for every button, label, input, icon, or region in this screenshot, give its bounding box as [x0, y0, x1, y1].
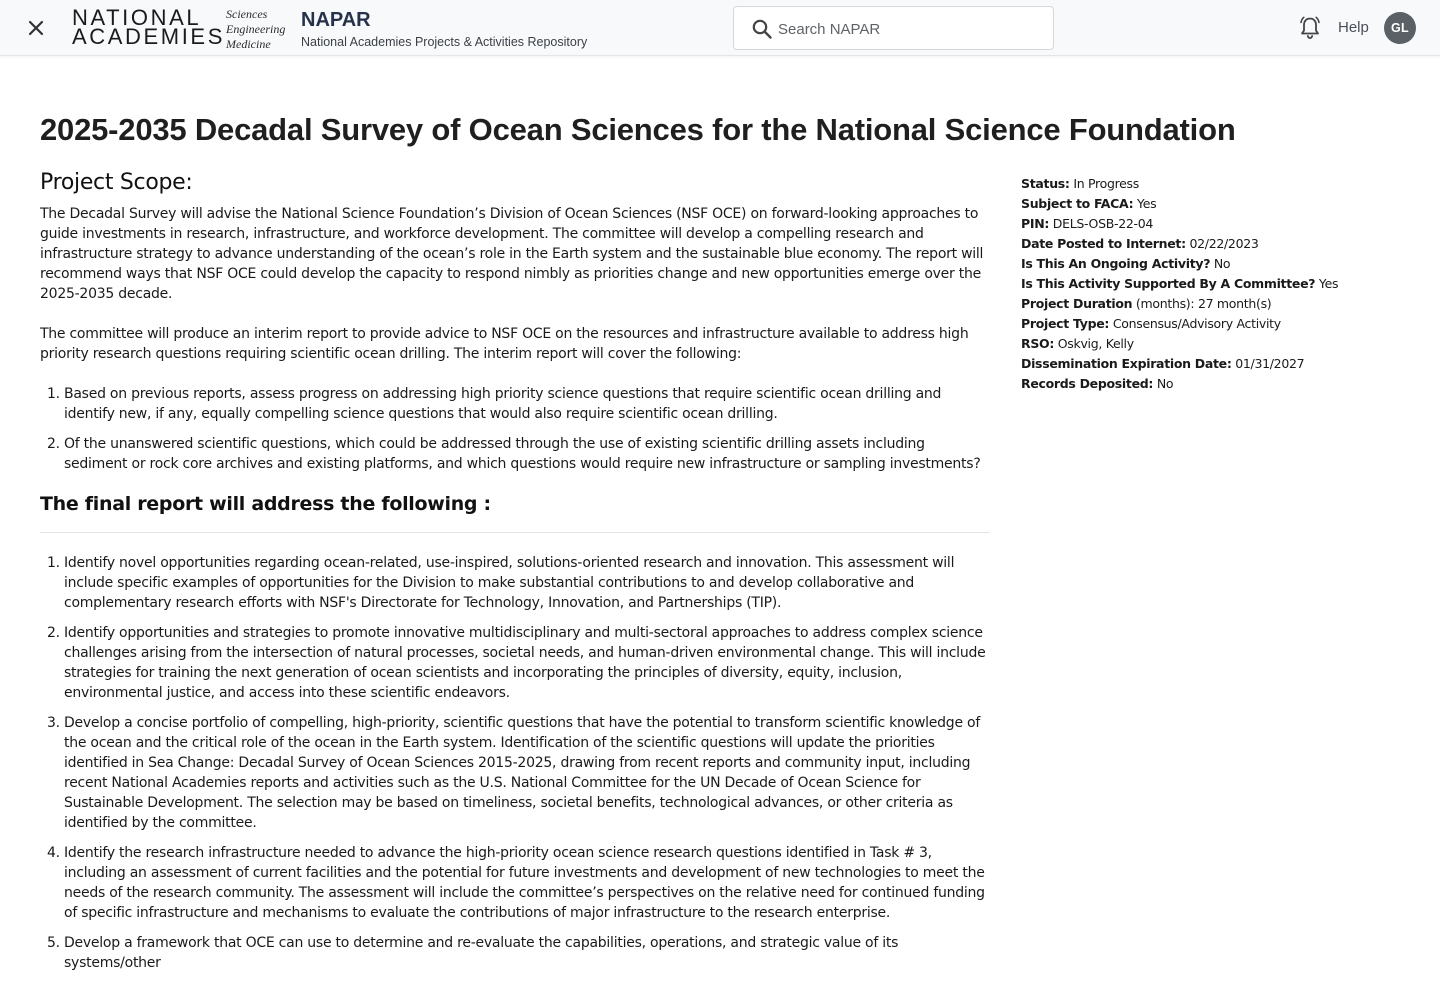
project-scope-heading: Project Scope:: [40, 170, 193, 195]
project-details-panel: [1021, 174, 1421, 394]
detail-pin: PIN: DELS-OSB-22-04: [1021, 216, 1154, 231]
page-title: 2025-2035 Decadal Survey of Ocean Sciences for the National Science Foundation: [40, 112, 1236, 147]
detail-faca: Subject to FACA: Yes: [1021, 196, 1157, 211]
list-item: 5. Develop a framework that OCE can use to determine and re-evaluate the capabilities, operations, and strategic value of its systems/other: [64, 933, 990, 973]
list-item: 4. Identify the research infrastructure needed to advance the high-priority ocean science research questions identified in Task # 3, including an assessment of current facilities and the potential for future investments and development of new technologies to meet the needs of the research community. The assessment will include the committee’s perspectives on the relative need for continued funding of specific infrastructure and mechanisms to evaluate the contributions of major infrastructure to the research enterprise.: [64, 843, 990, 923]
detail-project-type: Project Type: Consensus/Advisory Activity: [1021, 316, 1281, 331]
scope-paragraph: The Decadal Survey will advise the National Science Foundation’s Division of Ocean Sciences (NSF OCE) on forward-looking approaches to guide investments in research, infrastructure, and workforce development. The committee will develop a compelling research and infrastructure strategy to advance understanding of the ocean’s role in the Earth system and the sustainable blue economy. The report will recommend ways that NSF OCE could develop the capacity to respond nimbly as priorities change and new opportunities emerge over the 2025-2035 decade.: [40, 206, 984, 302]
detail-duration: Project Duration (months): 27 month(s): [1021, 296, 1272, 311]
logo-subtitle: Sciences Engineering Medicine: [226, 7, 286, 51]
search-icon: [750, 17, 774, 41]
list-item: 2. Identify opportunities and strategies to promote innovative multidisciplinary and multi-sectoral approaches to address complex science challenges arising from the intersection of natural processes, societal needs, and human-driven environmental change. This will include strategies for training the next generation of ocean scientists and incorporating the principles of diversity, equity, inclusion, environmental justice, and access into these scientific endeavors.: [64, 623, 990, 703]
search-input[interactable]: [778, 15, 1038, 43]
logo-wordmark: NATIONAL ACADEMIES: [72, 5, 225, 49]
app-title: NAPAR: [301, 9, 371, 31]
app-branding[interactable]: [301, 9, 587, 50]
app-subtitle: National Academies Projects & Activities Repository: [301, 35, 588, 49]
section-divider: [40, 532, 990, 533]
interim-report-list: [40, 384, 990, 474]
detail-date-posted: Date Posted to Internet: 02/22/2023: [1021, 236, 1259, 251]
detail-dissemination-date: Dissemination Expiration Date: 01/31/2027: [1021, 356, 1305, 371]
close-icon[interactable]: [24, 16, 48, 40]
detail-ongoing: Is This An Ongoing Activity? No: [1021, 256, 1231, 271]
bell-icon[interactable]: [1298, 15, 1322, 41]
detail-records-deposited: Records Deposited: No: [1021, 376, 1174, 391]
project-scope-section: [40, 168, 990, 991]
list-item: 1. Identify novel opportunities regarding ocean-related, use-inspired, solutions-oriented research and innovation. This assessment will include specific examples of opportunities for the Division to make substantial contributions to and develop collaborative and complementary research efforts with NSF's Directorate for Technology, Innovation, and Partnerships (TIP).: [64, 553, 990, 613]
final-report-heading: The final report will address the following :: [40, 493, 491, 515]
final-report-list: [40, 553, 990, 973]
scope-paragraph: The committee will produce an interim report to provide advice to NSF OCE on the resources and infrastructure available to address high priority research questions requiring scientific ocean drilling. The interim report will cover the following:: [40, 326, 969, 362]
top-app-bar: [0, 0, 1440, 56]
help-link[interactable]: Help: [1338, 19, 1369, 36]
search-box[interactable]: [733, 6, 1054, 50]
detail-committee: Is This Activity Supported By A Committee? Yes: [1021, 276, 1339, 291]
list-item: 2. Of the unanswered scientific questions, which could be addressed through the use of existing scientific drilling assets including sediment or rock core archives and existing platforms, and which questions would require new infrastructure or sampling investments?: [64, 434, 990, 474]
detail-rso: RSO: Oskvig, Kelly: [1021, 336, 1134, 351]
detail-status: Status: In Progress: [1021, 176, 1139, 191]
list-item: 1. Based on previous reports, assess progress on addressing high priority science questions that require scientific ocean drilling and identify new, if any, equally compelling science questions that would also require scientific ocean drilling.: [64, 384, 990, 424]
user-avatar[interactable]: GL: [1384, 12, 1416, 44]
list-item: 3. Develop a concise portfolio of compelling, high-priority, scientific questions that have the potential to transform scientific knowledge of the ocean and the critical role of the ocean in the Earth system. Identification of the scientific questions will update the priorities identified in Sea Change: Decadal Survey of Ocean Sciences 2015-2025, drawing from recent reports and community input, including recent National Academies reports and activities such as the U.S. National Committee for the UN Decade of Ocean Science for Sustainable Development. The selection may be based on timeliness, societal benefits, technological advances, or other criteria as identified by the committee.: [64, 713, 990, 833]
